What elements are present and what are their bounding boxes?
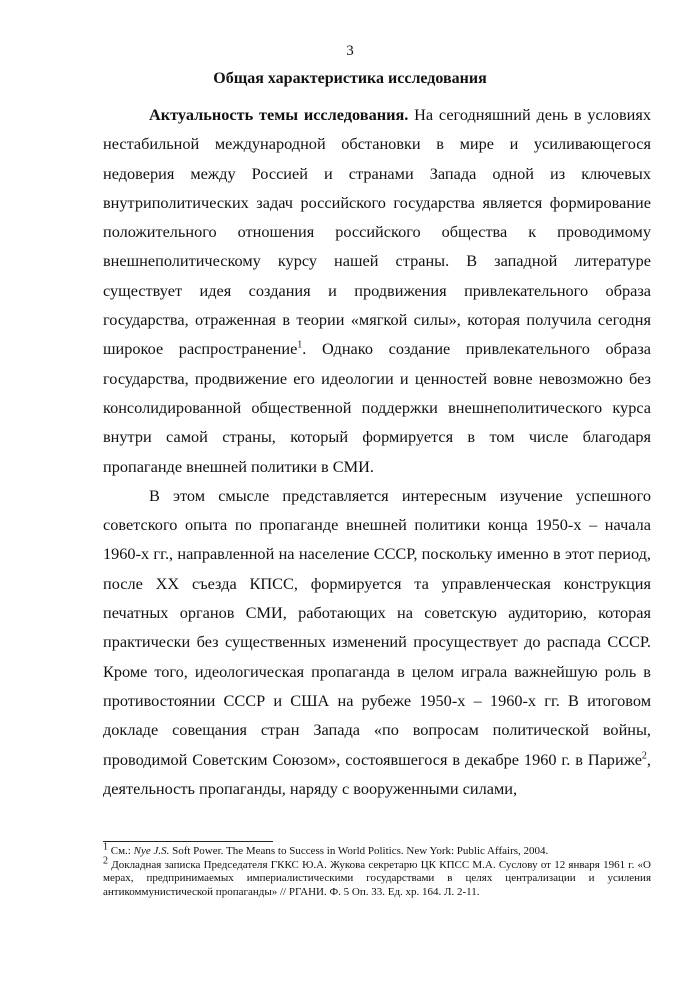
body-text: [103, 100, 651, 803]
footnote: [103, 854, 651, 900]
footnote-text: Докладная записка Председателя ГККС Ю.А. Жукова секретарю ЦК КПСС М.А. Суслову от 12 января 1961 г. «О мерах, предпринимаемых империалистическими государствами в целях централизации и усиления антикоммунистической пропаганды» // РГАНИ. Ф. 5 Оп. 33. Ед. хр. 164. Л. 2-11.: [103, 858, 651, 898]
footnote: [103, 841, 651, 859]
paragraph-lead: Актуальность темы исследования.: [149, 105, 409, 124]
paragraph-text: , деятельность пропаганды, наряду с вооруженными силами,: [103, 749, 651, 798]
paragraph-text: На сегодняшний день в условиях нестабильной международной обстановки в мире и усиливающегося недоверия между Россией и странами Запада одной из ключевых внутриполитических задач российского государства является формирование положительного отношения российского общества к проводимому внешнеполитическому курсу нашей страны. В западной литературе существует идея создания и продвижения привлекательного образа государства, отраженная в теории «мягкой силы», которая получила сегодня широкое распространение: [103, 105, 652, 359]
paragraph: [103, 100, 651, 481]
footnotes: [103, 841, 651, 899]
footnote-ref[interactable]: 2: [641, 750, 647, 762]
footnote-author: Nye J.S.: [133, 845, 170, 857]
footnote-text: Soft Power. The Means to Success in World Politics. New York: Public Affairs, 2004.: [169, 845, 549, 857]
footnote-prefix: См.:: [108, 845, 134, 857]
paragraph: [103, 481, 651, 803]
paragraph-text: В этом смысле представляется интересным изучение успешного советского опыта по пропаганде внешней политики конца 1950-х – начала 1960-х гг., направленной на население СССР, поскольку именно в этот период, после XX съезда КПСС, формируется та управленческая конструкция печатных органов СМИ, работающих на советскую аудиторию, которая практически без существенных изменений просуществует до распада СССР. Кроме того, идеологическая пропаганда в целом играла важнейшую роль в противостоянии СССР и США на рубеже 1950-х – 1960-х гг. В итоговом докладе совещания стран Запада «по вопросам политической войны, проводимой Советским Союзом», состоявшегося в декабре 1960 г. в Париже: [103, 485, 651, 769]
footnote-ref[interactable]: 1: [297, 339, 303, 351]
paragraph-text: . Однако создание привлекательного образа государства, продвижение его идеологии и ценностей вовне невозможно без консолидированной общественной поддержки внешнеполитического курса внутри самой страны, который формируется в том числе благодаря пропаганде внешней политики в СМИ.: [103, 339, 651, 476]
footnote-divider: [103, 841, 273, 842]
footnote-marker: 2: [103, 854, 108, 866]
footnote-marker: 1: [103, 841, 108, 853]
section-heading: Общая характеристика исследования: [213, 70, 487, 87]
page-number: 3: [346, 43, 354, 59]
